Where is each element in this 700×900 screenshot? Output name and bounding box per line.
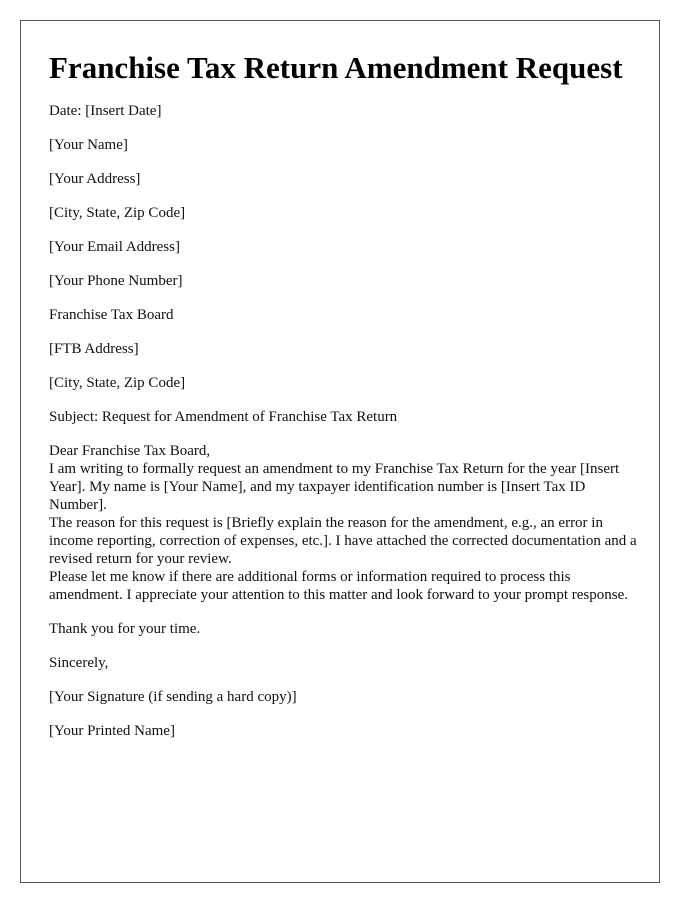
subject-line: Subject: Request for Amendment of Franchise Tax Return [49,409,398,425]
body-paragraph-3: Please let me know if there are additional forms or information required to process this amendment. I appreciate your attention to this matter and look forward to your prompt response. [49,569,629,603]
thanks-line: Thank you for your time. [49,621,201,637]
body-paragraph-2: The reason for this request is [Briefly explain the reason for the amendment, e.g., an error in income reporting, correction of expenses, etc.]. I have attached the corrected documentation and a revised return for your review. [49,515,637,567]
printed-name-line: [Your Printed Name] [49,723,175,739]
sender-city-state-zip: [City, State, Zip Code] [49,205,186,221]
date-line: Date: [Insert Date] [49,103,162,119]
recipient-address: [FTB Address] [49,341,139,357]
letter-content [49,49,639,740]
body-paragraph-1: I am writing to formally request an amendment to my Franchise Tax Return for the year [Insert Year]. My name is [Your Name], and my taxpayer identification number is [Insert Tax ID Number]. [49,461,620,513]
sender-email: [Your Email Address] [49,239,180,255]
recipient-city-state-zip: [City, State, Zip Code] [49,375,186,391]
sender-address: [Your Address] [49,171,141,187]
salutation: Dear Franchise Tax Board, [49,443,211,459]
signature-line: [Your Signature (if sending a hard copy)] [49,689,297,705]
sender-phone: [Your Phone Number] [49,273,183,289]
document-title: Franchise Tax Return Amendment Request [49,50,623,85]
closing-line: Sincerely, [49,655,109,671]
letter-page [20,20,660,883]
sender-name: [Your Name] [49,137,128,153]
recipient-name: Franchise Tax Board [49,307,174,323]
